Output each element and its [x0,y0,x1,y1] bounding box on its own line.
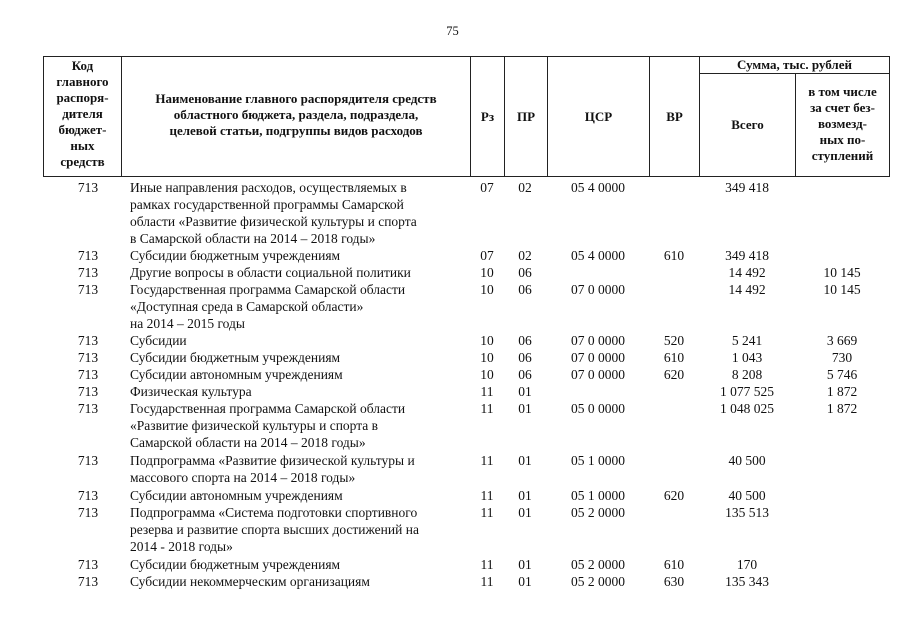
cell-total: 14 492 [728,265,766,280]
cell-csr: 07 0 0000 [571,350,625,365]
cell-csr: 05 4 0000 [571,248,625,263]
cell-code: 713 [77,557,99,572]
cell-name: Субсидии бюджетным учреждениям [130,350,341,365]
cell-csr: 05 0 0000 [571,401,625,416]
cell-free: 5 746 [826,367,858,382]
cell-rz: 10 [480,333,494,348]
cell-csr: 07 0 0000 [571,367,625,382]
cell-code: 713 [77,350,99,365]
cell-name: Субсидии бюджетным учреждениям [130,248,341,263]
cell-pr: 06 [518,350,532,365]
cell-free: 730 [831,350,853,365]
cell-pr: 01 [518,488,532,503]
cell-pr: 02 [518,180,532,195]
cell-code: 713 [77,282,99,297]
cell-code: 713 [77,265,99,280]
header-csr: ЦСР [584,109,613,124]
page-number: 75 [446,24,459,38]
cell-rz: 10 [480,265,494,280]
cell-vr: 630 [663,574,685,589]
cell-name: Субсидии автономным учреждениям [130,367,343,382]
cell-pr: 01 [518,505,532,520]
header-total: Всего [731,117,764,132]
cell-rz: 11 [480,574,494,589]
cell-total: 40 500 [728,488,766,503]
header-rz: Рз [480,109,495,124]
cell-pr: 06 [518,265,532,280]
cell-pr: 06 [518,282,532,297]
cell-pr: 02 [518,248,532,263]
header-sum: Сумма, тыс. рублей [737,57,852,72]
cell-csr: 07 0 0000 [571,282,625,297]
cell-total: 1 043 [731,350,763,365]
cell-free: 1 872 [826,384,858,399]
cell-name: Субсидии некоммерческим организациям [130,574,370,589]
cell-vr: 610 [663,557,685,572]
cell-rz: 11 [480,505,494,520]
cell-total: 135 343 [725,574,769,589]
cell-name: Другие вопросы в области социальной политики [130,265,411,280]
cell-name: Субсидии автономным учреждениям [130,488,343,503]
cell-total: 14 492 [728,282,766,297]
cell-csr: 05 2 0000 [571,557,625,572]
cell-code: 713 [77,574,99,589]
cell-rz: 11 [480,557,494,572]
cell-code: 713 [77,384,99,399]
cell-vr: 610 [663,248,685,263]
cell-pr: 01 [518,557,532,572]
cell-rz: 10 [480,367,494,382]
cell-rz: 07 [480,180,494,195]
cell-rz: 11 [480,453,494,468]
cell-rz: 10 [480,282,494,297]
cell-free: 3 669 [826,333,858,348]
cell-csr: 05 1 0000 [571,488,625,503]
cell-total: 40 500 [728,453,766,468]
cell-name: Подпрограмма «Развитие физической культуры и массового спорта на 2014 – 2018 годы» [130,453,415,485]
cell-pr: 06 [518,333,532,348]
cell-name: Субсидии [130,333,187,348]
cell-rz: 11 [480,488,494,503]
cell-code: 713 [77,248,99,263]
cell-vr: 520 [663,333,685,348]
cell-csr: 05 2 0000 [571,574,625,589]
cell-pr: 01 [518,574,532,589]
cell-name: Подпрограмма «Система подготовки спортивного резерва и развитие спорта высших достижений на 2014 - 2018 годы» [130,505,419,554]
cell-code: 713 [77,453,99,468]
header-pr: ПР [516,109,536,124]
cell-free: 1 872 [826,401,858,416]
cell-free: 10 145 [823,282,861,297]
cell-name: Субсидии бюджетным учреждениям [130,557,341,572]
cell-code: 713 [77,333,99,348]
cell-pr: 01 [518,401,532,416]
cell-free: 10 145 [823,265,861,280]
cell-total: 135 513 [725,505,769,520]
cell-rz: 07 [480,248,494,263]
cell-name: Государственная программа Самарской области «Развитие физической культуры и спорта в Самарской области на 2014 – 2018 годы» [130,401,406,450]
cell-csr: 07 0 0000 [571,333,625,348]
cell-pr: 06 [518,367,532,382]
cell-total: 1 077 525 [720,384,774,399]
cell-csr: 05 2 0000 [571,505,625,520]
cell-rz: 11 [480,384,494,399]
header-name: Наименование главного распорядителя средств областного бюджета, раздела, подраздела, целевой статьи, подгруппы видов расходов [155,91,437,138]
cell-vr: 620 [663,367,685,382]
cell-total: 349 418 [725,180,769,195]
cell-vr: 620 [663,488,685,503]
cell-total: 5 241 [731,333,763,348]
cell-name: Государственная программа Самарской области «Доступная среда в Самарской области» на 2014 – 2015 годы [130,282,406,331]
sum-subheader-border [699,73,889,74]
cell-total: 170 [736,557,758,572]
cell-code: 713 [77,367,99,382]
header-vr: ВР [666,109,683,124]
col-border-8 [889,56,890,177]
cell-csr: 05 1 0000 [571,453,625,468]
cell-csr: 05 4 0000 [571,180,625,195]
cell-pr: 01 [518,384,532,399]
cell-name: Иные направления расходов, осуществляемых в рамках государственной программы Самарской области «Развитие физической культуры и спорта в Самарской области на 2014 – 2018 годы» [130,180,417,246]
cell-code: 713 [77,401,99,416]
cell-vr: 610 [663,350,685,365]
cell-total: 1 048 025 [720,401,774,416]
cell-code: 713 [77,180,99,195]
cell-rz: 11 [480,401,494,416]
cell-pr: 01 [518,453,532,468]
cell-code: 713 [77,488,99,503]
cell-rz: 10 [480,350,494,365]
cell-total: 8 208 [731,367,763,382]
cell-total: 349 418 [725,248,769,263]
header-bottom-border [43,176,889,177]
header-code: Код главного распоря- дителя бюджет- ных средств [56,58,109,169]
cell-name: Физическая культура [130,384,252,399]
header-free: в том числе за счет без- возмезд- ных по- ступлений [808,84,877,163]
cell-code: 713 [77,505,99,520]
